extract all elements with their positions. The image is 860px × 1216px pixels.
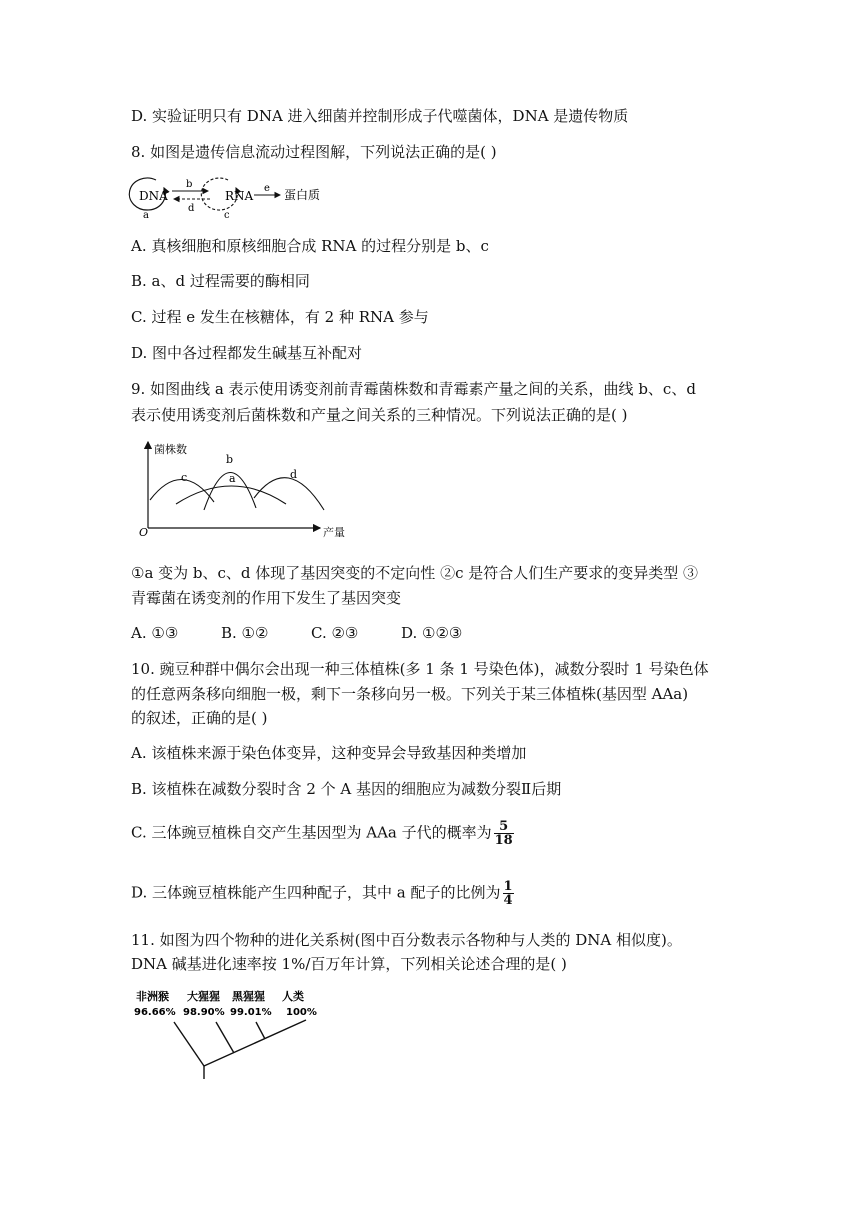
q9-option-c: C. ②③ [311, 624, 359, 642]
q11-similarity-0: 96.66% [134, 1007, 176, 1018]
q9-stem-line2: 表示使用诱变剂后菌株数和产量之间关系的三种情况。下列说法正确的是( ) [131, 406, 628, 424]
q9-statement-line1: ①a 变为 b、c、d 体现了基因突变的不定向性 ②c 是符合人们生产要求的变异类型 ③ [131, 564, 699, 582]
q8-label-a: a [143, 210, 149, 221]
q8-genetic-flow-diagram [128, 174, 328, 222]
q10-stem-line2: 的任意两条移向细胞一极，剩下一条移向另一极。下列关于某三体植株(基因型 AAa) [131, 685, 689, 703]
q10-option-d-numerator: 1 [503, 879, 513, 894]
q8-stem: 8. 如图是遗传信息流动过程图解，下列说法正确的是( ) [131, 143, 497, 161]
q9-curve-d-label: d [290, 468, 298, 481]
q9-origin-label: O [139, 526, 149, 539]
q9-y-axis-label: 菌株数 [154, 443, 187, 456]
q8-protein-label: 蛋白质 [284, 188, 321, 202]
q11-similarity-3: 100% [286, 1007, 317, 1018]
q8-rna-label: RNA [225, 189, 254, 203]
q10-option-c-fraction [494, 820, 514, 847]
q10-option-d [131, 880, 514, 907]
q9-option-d: D. ①②③ [401, 624, 463, 642]
q11-stem-line1: 11. 如图为四个物种的进化关系树(图中百分数表示各物种与人类的 DNA 相似度)。 [131, 931, 682, 949]
q9-statement-line2: 青霉菌在诱变剂的作用下发生了基因突变 [131, 589, 402, 607]
q9-options [131, 622, 462, 644]
q10-option-b: B. 该植株在减数分裂时含 2 个 A 基因的细胞应为减数分裂Ⅱ后期 [131, 780, 562, 798]
q7-option-d: D. 实验证明只有 DNA 进入细菌并控制形成子代噬菌体，DNA 是遗传物质 [131, 107, 629, 125]
q8-option-b: B. a、d 过程需要的酶相同 [131, 272, 310, 290]
q11-similarity-2: 99.01% [230, 1007, 272, 1018]
q9-option-a: A. ①③ [131, 624, 179, 642]
q11-species-2: 黑猩猩 [232, 990, 265, 1003]
q10-option-d-denominator: 4 [503, 893, 513, 908]
q8-label-e: e [264, 183, 270, 194]
q11-similarity-1: 98.90% [183, 1007, 225, 1018]
q8-label-b: b [186, 179, 193, 190]
q11-species-1: 大猩猩 [187, 990, 220, 1003]
q8-option-c: C. 过程 e 发生在核糖体，有 2 种 RNA 参与 [131, 308, 429, 326]
q11-stem-line2: DNA 碱基进化速率按 1%/百万年计算，下列相关论述合理的是( ) [131, 955, 567, 973]
q9-option-b: B. ①② [221, 624, 269, 642]
q9-curve-b-label: b [226, 453, 234, 466]
q9-stem-line1: 9. 如图曲线 a 表示使用诱变剂前青霉菌株数和青霉素产量之间的关系，曲线 b、c、d [131, 380, 696, 398]
q9-curve-c-label: c [181, 471, 188, 484]
q11-species-0: 非洲猴 [136, 990, 169, 1003]
q9-x-axis-label: 产量 [323, 526, 345, 539]
q9-strain-yield-graph [136, 438, 356, 543]
q8-option-a: A. 真核细胞和原核细胞合成 RNA 的过程分别是 b、c [131, 237, 489, 255]
q9-curve-a-label: a [229, 472, 236, 485]
q8-option-d: D. 图中各过程都发生碱基互补配对 [131, 344, 363, 362]
q10-option-c-numerator: 5 [499, 819, 509, 834]
q8-dna-label: DNA [139, 189, 168, 203]
q11-species-3: 人类 [282, 990, 304, 1003]
q9-curve-d [254, 478, 324, 510]
q10-stem-line1: 10. 豌豆种群中偶尔会出现一种三体植株(多 1 条 1 号染色体)，减数分裂时 1 号染色体 [131, 660, 709, 678]
q11-tree-branches [174, 1020, 306, 1079]
q8-label-d: d [188, 203, 195, 214]
q10-stem-line3: 的叙述，正确的是( ) [131, 709, 268, 727]
q8-label-c: c [224, 210, 230, 221]
q11-evolution-tree [130, 986, 330, 1086]
q10-option-a: A. 该植株来源于染色体变异，这种变异会导致基因种类增加 [131, 744, 527, 762]
q10-option-c [131, 820, 514, 847]
q9-curve-a [176, 486, 286, 504]
q10-option-d-text: D. 三体豌豆植株能产生四种配子，其中 a 配子的比例为 [131, 883, 501, 902]
q10-option-c-text: C. 三体豌豆植株自交产生基因型为 AAa 子代的概率为 [131, 823, 492, 842]
q10-option-d-fraction [503, 880, 514, 907]
q10-option-c-denominator: 18 [494, 833, 513, 848]
